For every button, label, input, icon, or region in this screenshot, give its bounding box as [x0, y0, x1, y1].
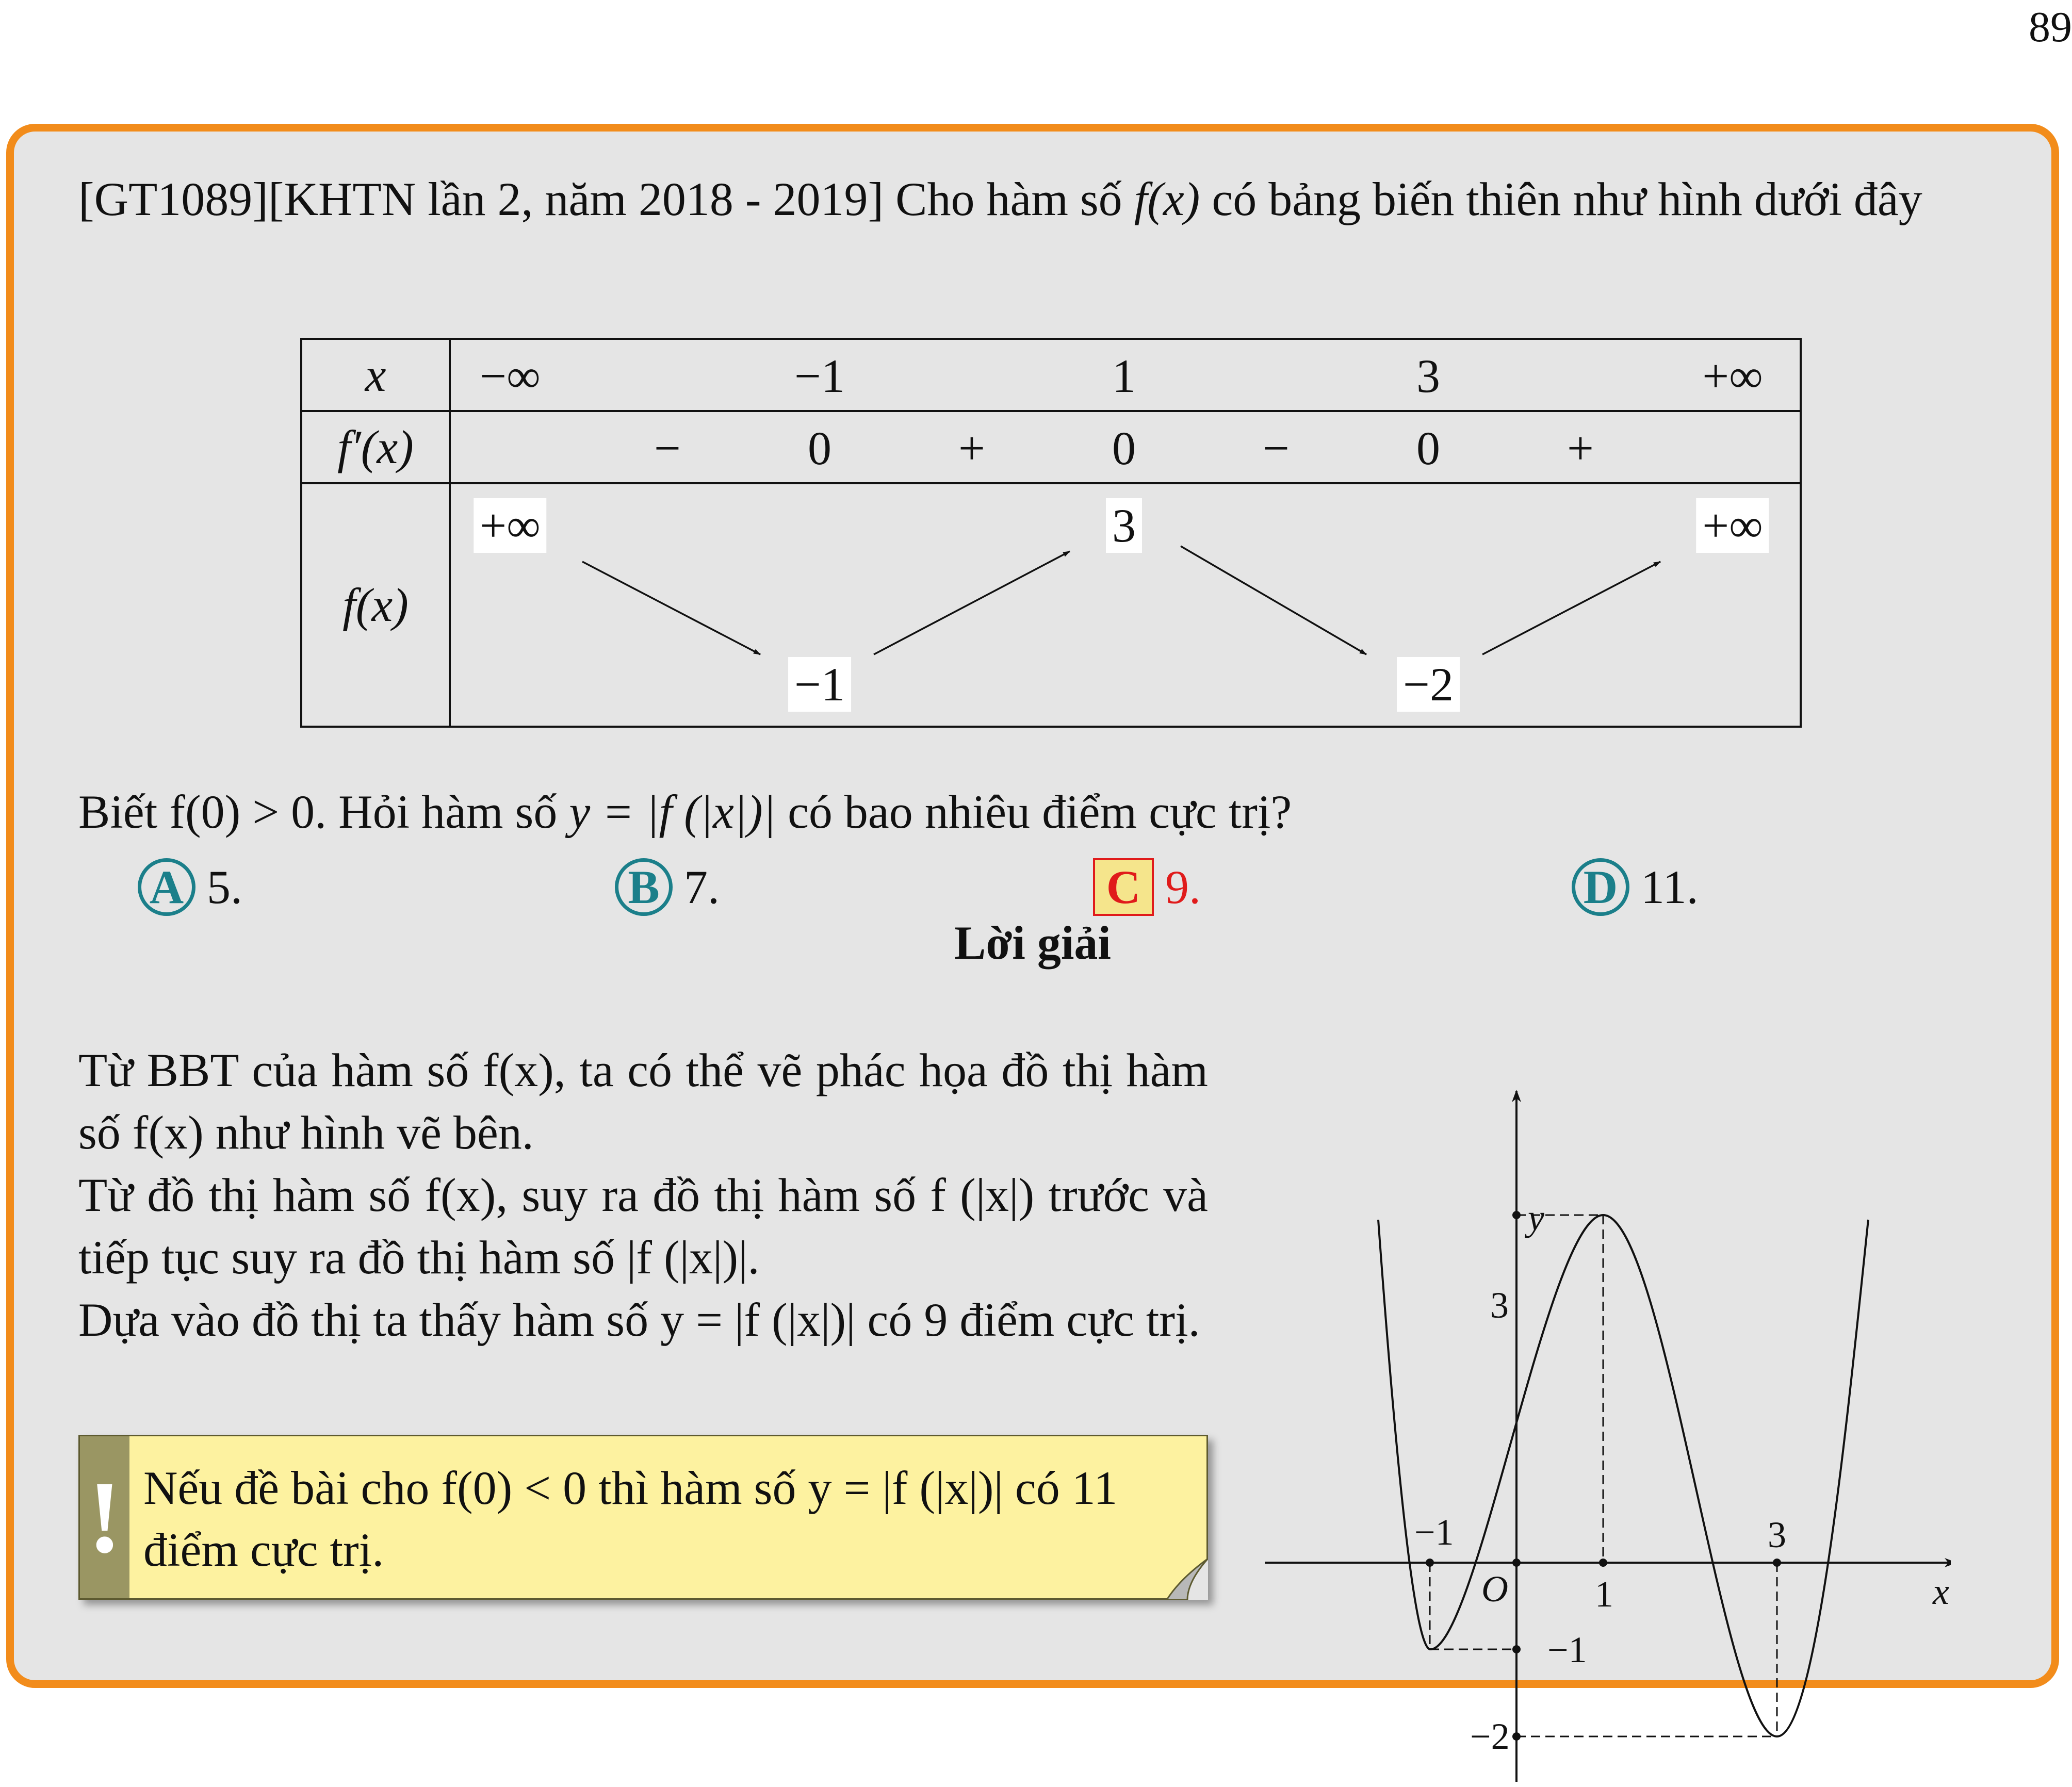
sign: 0	[808, 422, 831, 474]
arrow-up	[874, 551, 1070, 654]
arrow-down	[1181, 546, 1366, 654]
solution-paragraph: Từ đồ thị hàm số f(x), suy ra đồ thị hàm số f (|x|) trước và tiếp tục suy ra đồ thị hàm số |f (|x|)|.	[78, 1169, 1208, 1284]
solution-title: Lời giải	[954, 916, 1111, 969]
f-value: +∞	[474, 498, 546, 553]
x-value: 1	[1112, 350, 1136, 402]
y-tick: −2	[1470, 1716, 1510, 1757]
choice-text: 11.	[1641, 861, 1699, 913]
f-value: −1	[788, 657, 851, 712]
f-value: +∞	[1696, 498, 1769, 553]
choice-b[interactable]	[615, 856, 720, 918]
function-graph	[1260, 1055, 1951, 1787]
sign: −	[654, 422, 681, 474]
choice-letter: C	[1093, 858, 1154, 916]
choice-letter: D	[1572, 858, 1629, 916]
arrow-down	[582, 562, 760, 654]
f-value: 3	[1106, 498, 1142, 553]
x-row	[450, 339, 1801, 411]
choice-text: 9.	[1165, 861, 1201, 913]
note-box	[78, 1435, 1208, 1600]
row-label-f: f(x)	[301, 483, 450, 727]
solution-paragraph: Từ BBT của hàm số f(x), ta có thể vẽ phác họa đồ thị hàm số f(x) như hình vẽ bên.	[78, 1044, 1208, 1159]
x-tick: −1	[1414, 1512, 1454, 1553]
x-value: −1	[794, 350, 845, 402]
page-curl-icon	[1151, 1559, 1208, 1600]
f-value: −2	[1397, 657, 1460, 712]
f-row	[450, 483, 1801, 727]
solution-text	[78, 1039, 1208, 1351]
choice-text: 7.	[684, 861, 720, 913]
x-value: 3	[1416, 350, 1440, 402]
guide-lines	[1430, 1215, 1777, 1736]
question-tag: [GT1089][KHTN lần 2, năm 2018 - 2019]	[78, 173, 884, 225]
sign: +	[958, 422, 985, 474]
note-text: Nếu đề bài cho f(0) < 0 thì hàm số y = |f (|x|)| có 11 điểm cực trị.	[143, 1462, 1118, 1576]
x-value: +∞	[1702, 350, 1763, 402]
y-tick: 3	[1490, 1285, 1509, 1326]
choice-d[interactable]	[1572, 856, 1699, 918]
axis-label-y: y	[1528, 1197, 1544, 1238]
page-number: 89	[2029, 3, 2072, 51]
sign: 0	[1416, 422, 1440, 474]
arrow-up	[1482, 562, 1660, 654]
variation-table	[300, 338, 1802, 728]
x-value: −∞	[480, 350, 541, 402]
sign: 0	[1112, 422, 1136, 474]
function-curve	[1378, 1215, 1868, 1736]
sign: +	[1567, 422, 1594, 474]
exclamation-icon: !	[80, 1436, 129, 1598]
problem-box	[6, 124, 2059, 1757]
row-label-derivative: f′(x)	[301, 411, 450, 483]
question-prompt: Biết f(0) > 0. Hỏi hàm số y = |f (|x|)| có bao nhiêu điểm cực trị?	[78, 785, 1292, 838]
y-tick: −1	[1547, 1629, 1587, 1670]
sign: −	[1263, 422, 1290, 474]
choice-letter: A	[138, 858, 195, 916]
derivative-row	[450, 411, 1801, 483]
x-tick: 3	[1768, 1514, 1786, 1555]
choice-a[interactable]	[138, 856, 242, 918]
row-label-x: x	[301, 339, 450, 411]
choice-letter: B	[615, 858, 673, 916]
question-text: [GT1089][KHTN lần 2, năm 2018 - 2019] Cho hàm số f(x) có bảng biến thiên như hình dưới đây	[78, 173, 1922, 225]
axis-label-x: x	[1933, 1571, 1949, 1612]
solution-paragraph: Dựa vào đồ thị ta thấy hàm số y = |f (|x|)| có 9 điểm cực trị.	[78, 1293, 1200, 1346]
x-tick: 1	[1595, 1573, 1613, 1615]
choice-text: 5.	[207, 861, 242, 913]
choice-c-correct[interactable]	[1093, 856, 1201, 918]
origin-label: O	[1481, 1568, 1508, 1610]
